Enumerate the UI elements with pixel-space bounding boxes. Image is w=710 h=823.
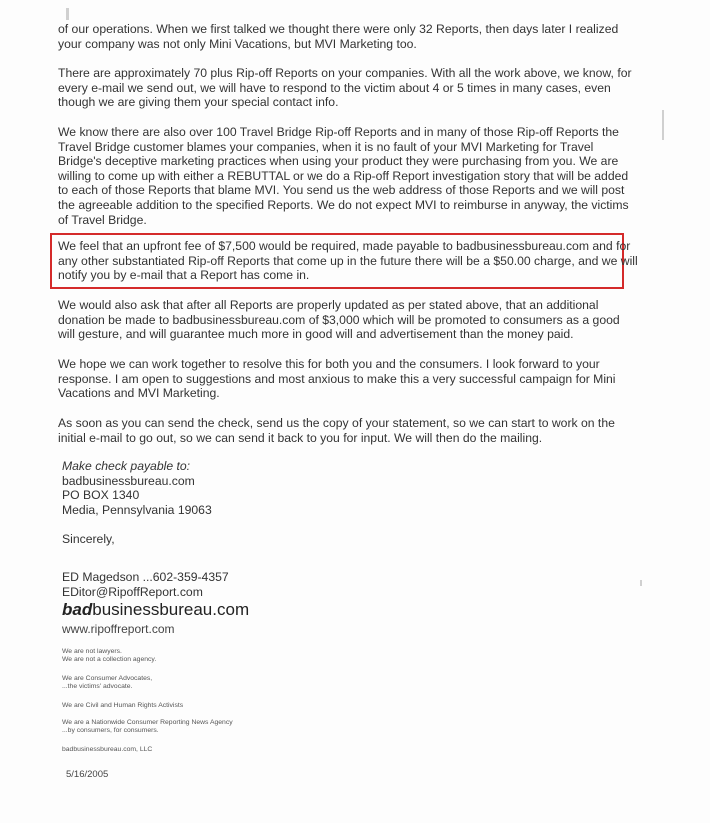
fine-print-line: We are a Nationwide Consumer Reporting News Agency <box>62 719 233 726</box>
paragraph-upfront-fee: We feel that an upfront fee of $7,500 would be required, made payable to badbusinessbureau.com and for any other substantiated Rip-off Reports that come up in the future there will be a $50.00 charge, and we will notify you by e-mail that a Report has come in. <box>58 239 638 283</box>
fine-print-line: ...by consumers, for consumers. <box>62 727 159 734</box>
fine-print-line: We are not a collection agency. <box>62 656 157 663</box>
payable-block <box>62 459 212 517</box>
scan-speck <box>662 110 664 140</box>
signature-email: EDitor@RipoffReport.com <box>62 585 203 599</box>
scan-speck <box>66 8 69 20</box>
paragraph-report-count: There are approximately 70 plus Rip-off Reports on your companies. With all the work above, we know, for every e-mail we send out, we will have to respond to the victim about 4 or 5 times in many cases, even though we are giving them your special contact info. <box>58 66 632 110</box>
website: www.ripoffreport.com <box>62 622 175 636</box>
payable-label: Make check payable to: <box>62 459 191 473</box>
fine-print-block <box>62 746 322 754</box>
fine-print-line: ...the victims' advocate. <box>62 683 133 690</box>
logo-rest: businessbureau.com <box>92 600 250 619</box>
bbb-logo <box>62 600 249 620</box>
paragraph-work-together: We hope we can work together to resolve this for both you and the consumers. I look forward to your response. I am open to suggestions and most anxious to make this a very successful campaign for Mini Vacations and MVI Marketing. <box>58 357 616 401</box>
paragraph-operations: of our operations. When we first talked we thought there were only 32 Reports, then days later I realized your company was not only Mini Vacations, but MVI Marketing too. <box>58 22 619 51</box>
payable-city: Media, Pennsylvania 19063 <box>62 502 212 517</box>
signature-name-phone: ED Magedson ...602-359-4357 <box>62 570 229 584</box>
fine-print-block <box>62 675 322 691</box>
closing: Sincerely, <box>62 532 115 546</box>
letter-date: 5/16/2005 <box>66 769 109 780</box>
fine-print-block <box>62 719 322 735</box>
fine-print-line: We are not lawyers. <box>62 648 122 655</box>
payable-name: badbusinessbureau.com <box>62 473 195 488</box>
paragraph-travel-bridge: We know there are also over 100 Travel Bridge Rip-off Reports and in many of those Rip-off Reports the Travel Bridge customer blames your companies, when it is no fault of your MVI Marketing for Travel Bridge's deceptive marketing practices when using your product they were purchasing from you. We are willing to come up with either a REBUTTAL or we do a Rip-off Report investigation story that will be added to each of those Reports that blame MVI. You send us the web address of those Reports and we will post the agreeable addition to the specified Reports. We do not expect MVI to reimburse in anyway, the victims of Travel Bridge. <box>58 125 629 227</box>
fine-print-line: badbusinessbureau.com, LLC <box>62 746 153 753</box>
paragraph-send-check: As soon as you can send the check, send us the copy of your statement, so we can start to work on the initial e-mail to go out, so we can send it back to you for input. We will then do the mailing. <box>58 416 615 445</box>
fine-print-block <box>62 648 322 664</box>
payable-po-box: PO BOX 1340 <box>62 488 140 503</box>
logo-bad: bad <box>62 600 93 619</box>
fine-print-line: We are Consumer Advocates, <box>62 675 153 682</box>
fine-print-block <box>62 702 322 710</box>
scan-speck <box>640 580 642 586</box>
paragraph-donation: We would also ask that after all Reports are properly updated as per stated above, that an additional donation be made to badbusinessbureau.com of $3,000 which will be promoted to consumers as a good will gesture, and will guarantee much more in good will and advertisement than the money paid. <box>58 298 620 342</box>
fine-print-line: We are Civil and Human Rights Activists <box>62 702 184 709</box>
